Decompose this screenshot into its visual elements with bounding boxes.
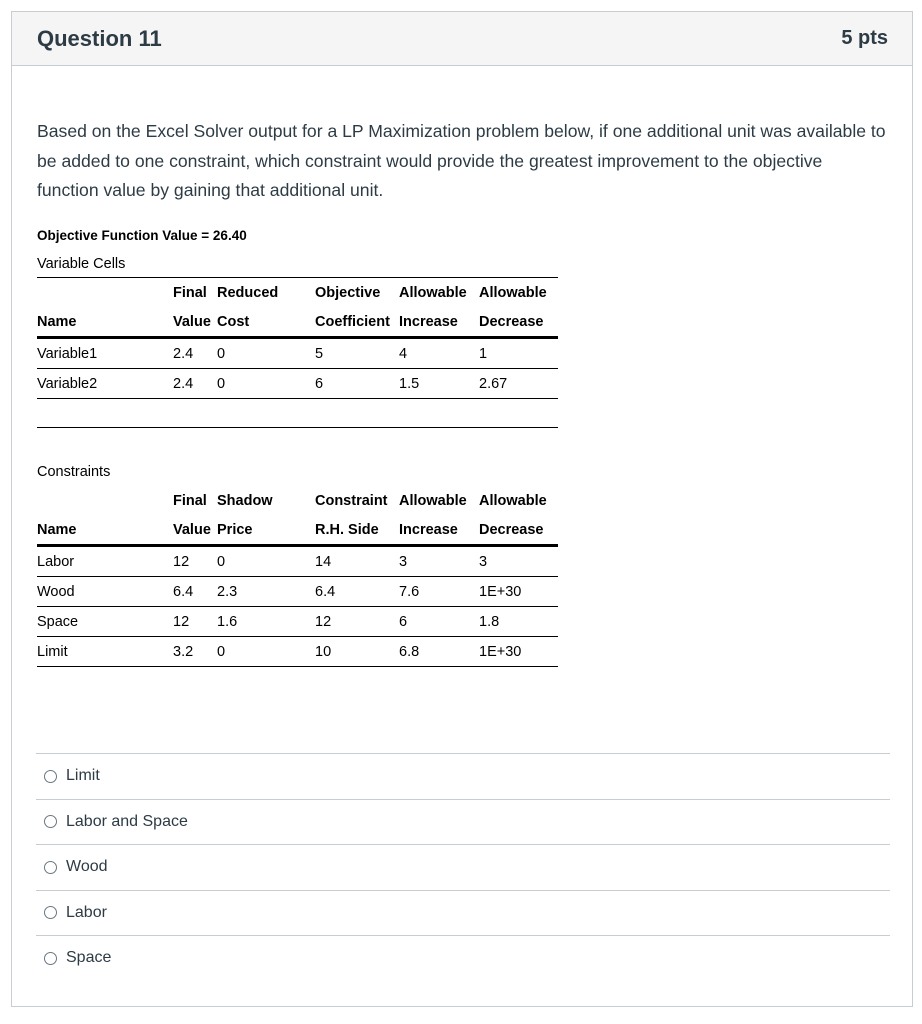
header-cell: Constraint bbox=[315, 492, 388, 509]
question-text: Based on the Excel Solver output for a LP Maximization problem below, if one additional unit was available to be added to one constraint, which constraint would provide the greatest improvement to the objective function value by gaining that additional unit. bbox=[37, 121, 886, 200]
table-cell: Variable2 bbox=[37, 369, 173, 399]
radio-button-icon[interactable] bbox=[44, 770, 57, 783]
header-cell: Objective bbox=[315, 278, 399, 308]
answer-label[interactable]: Labor bbox=[66, 903, 107, 921]
table-cell: 1.6 bbox=[217, 607, 315, 637]
answer-option-space[interactable] bbox=[36, 935, 890, 981]
table-cell: Variable1 bbox=[37, 338, 173, 369]
table-header-row bbox=[37, 278, 558, 308]
table-cell: 1 bbox=[479, 338, 558, 369]
table-cell: Labor bbox=[37, 546, 173, 577]
header-cell: Allowable bbox=[399, 278, 479, 308]
header-cell: Increase bbox=[399, 515, 479, 546]
constraints-label: Constraints bbox=[37, 464, 111, 480]
answer-option-limit[interactable] bbox=[36, 753, 890, 799]
header-cell: R.H. Side bbox=[315, 515, 399, 546]
constraints-table bbox=[37, 486, 558, 667]
table-row bbox=[37, 607, 558, 637]
question-card bbox=[11, 11, 913, 1007]
table-cell: 2.4 bbox=[173, 338, 217, 369]
table-header-row bbox=[37, 486, 558, 515]
table-cell: 2.4 bbox=[173, 369, 217, 399]
table-cell: 3 bbox=[479, 546, 558, 577]
table-cell: 5 bbox=[315, 338, 399, 369]
table-cell: 2.3 bbox=[217, 577, 315, 607]
table-cell: 1.8 bbox=[479, 607, 558, 637]
table-cell: 6.8 bbox=[399, 637, 479, 667]
answer-label[interactable]: Space bbox=[66, 949, 112, 967]
table-cell: Limit bbox=[37, 637, 173, 667]
table-cell: 12 bbox=[173, 607, 217, 637]
header-cell: Name bbox=[37, 515, 173, 546]
table-header-row bbox=[37, 307, 558, 338]
header-cell: Coefficient bbox=[315, 307, 399, 338]
table-header-row bbox=[37, 515, 558, 546]
table-row bbox=[37, 338, 558, 369]
table-row bbox=[37, 637, 558, 667]
table-cell: 14 bbox=[315, 546, 399, 577]
table-cell: 0 bbox=[217, 637, 315, 667]
question-header bbox=[12, 12, 912, 66]
table-cell: 7.6 bbox=[399, 577, 479, 607]
divider bbox=[37, 427, 558, 428]
header-cell: Price bbox=[217, 515, 315, 546]
header-cell: Allowable bbox=[479, 278, 558, 308]
header-cell: Allowable bbox=[399, 492, 467, 509]
table-cell: 1E+30 bbox=[479, 577, 558, 607]
table-cell: 1.5 bbox=[399, 369, 479, 399]
header-cell: Allowable bbox=[479, 492, 547, 509]
header-cell: Decrease bbox=[479, 515, 558, 546]
table-cell: Wood bbox=[37, 577, 173, 607]
answer-list bbox=[36, 753, 890, 981]
header-cell: Increase bbox=[399, 307, 479, 338]
table-cell: 4 bbox=[399, 338, 479, 369]
header-cell: Reduced bbox=[217, 278, 315, 308]
variable-cells-table bbox=[37, 277, 558, 399]
table-row bbox=[37, 546, 558, 577]
table-cell: 12 bbox=[315, 607, 399, 637]
radio-button-icon[interactable] bbox=[44, 952, 57, 965]
table-cell: 6 bbox=[399, 607, 479, 637]
table-cell: 6.4 bbox=[173, 577, 217, 607]
header-cell bbox=[37, 486, 173, 515]
table-cell: 10 bbox=[315, 637, 399, 667]
table-cell: 0 bbox=[217, 338, 315, 369]
radio-button-icon[interactable] bbox=[44, 906, 57, 919]
answer-option-labor[interactable] bbox=[36, 890, 890, 936]
table-cell: 0 bbox=[217, 369, 315, 399]
answer-label[interactable]: Wood bbox=[66, 858, 108, 876]
variable-cells-label: Variable Cells bbox=[37, 256, 126, 272]
table-cell: 1E+30 bbox=[479, 637, 558, 667]
header-cell: Value bbox=[173, 307, 217, 338]
radio-button-icon[interactable] bbox=[44, 861, 57, 874]
table-cell: 12 bbox=[173, 546, 217, 577]
table-cell: 0 bbox=[217, 546, 315, 577]
header-cell: Shadow bbox=[217, 492, 273, 509]
table-cell: Space bbox=[37, 607, 173, 637]
header-cell: Name bbox=[37, 307, 173, 338]
table-cell: 3.2 bbox=[173, 637, 217, 667]
table-cell: 6 bbox=[315, 369, 399, 399]
table-cell: 3 bbox=[399, 546, 479, 577]
objective-function-value: Objective Function Value = 26.40 bbox=[37, 228, 247, 243]
header-cell: Final bbox=[173, 278, 217, 308]
radio-button-icon[interactable] bbox=[44, 815, 57, 828]
header-cell bbox=[37, 278, 173, 308]
table-row bbox=[37, 369, 558, 399]
question-title: Question 11 bbox=[37, 25, 162, 51]
answer-label[interactable]: Labor and Space bbox=[66, 812, 188, 830]
header-cell: Value bbox=[173, 515, 217, 546]
header-cell: Final bbox=[173, 492, 207, 509]
answer-option-labor-and-space[interactable] bbox=[36, 799, 890, 845]
table-row bbox=[37, 577, 558, 607]
table-cell: 2.67 bbox=[479, 369, 558, 399]
question-points: 5 pts bbox=[841, 27, 888, 49]
header-cell: Decrease bbox=[479, 307, 558, 338]
answer-option-wood[interactable] bbox=[36, 844, 890, 890]
table-cell: 6.4 bbox=[315, 577, 399, 607]
answer-label[interactable]: Limit bbox=[66, 767, 100, 785]
header-cell: Cost bbox=[217, 307, 315, 338]
